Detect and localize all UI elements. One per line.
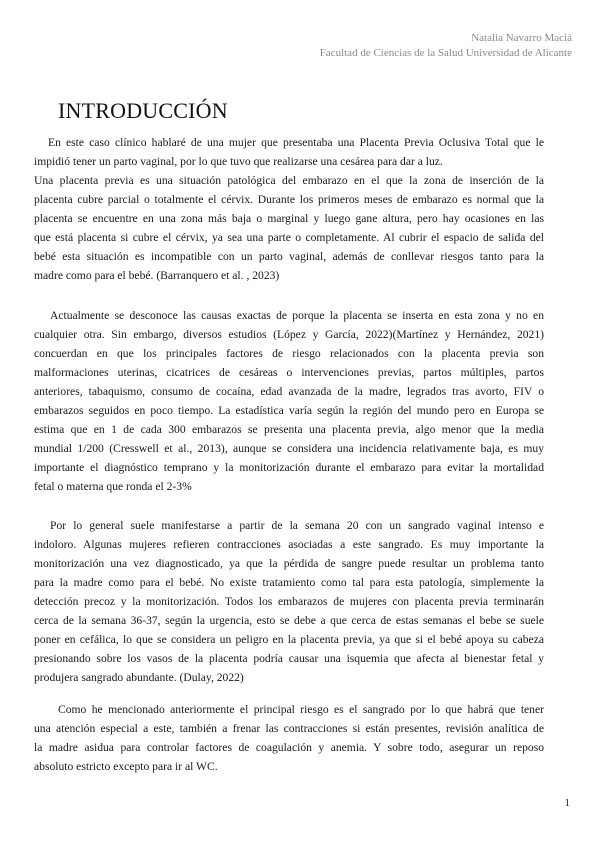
text-line: importante el diagnóstico temprano y la monitorización durante el embarazo para evitar la mortalidad [34,461,544,474]
text-line: estima que en 1 de cada 300 embarazos se presenta una placenta previa, algo menor que la media [34,423,544,436]
text-line: anteriores, tabaquismo, consumo de cocaína, edad avanzada de la madre, legrados tras avorto, FIV o [34,385,544,398]
text-line: Por lo general suele manifestarse a partir de la semana 20 con un sangrado vaginal intenso e [50,519,544,532]
text-line: malformaciones uterinas, cicatrices de cesáreas o intervenciones previas, partos múltiples, partos [34,366,544,379]
page-header [320,31,572,61]
paragraph-causes [34,306,544,496]
text-line: bebé esta situación es incompatible con un parto vaginal, además de conllevar riesgos tanto para la [34,250,544,263]
paragraph-care [34,700,544,776]
text-line: madre como para el bebé. (Barranquero et al. , 2023) [34,269,280,282]
page-number: 1 [564,797,570,809]
text-line: fetal o materna que ronda el 2-3% [34,480,192,493]
paragraph-symptoms [34,516,544,687]
text-line: placenta cubre parcial o totalmente el cérvix. Durante los primeros meses de embarazo es normal que la [34,193,544,206]
header-author: Natalia Navarro Maciá [471,32,572,44]
text-line: Una placenta previa es una situación patológica del embarazo en el que la zona de inserción de la [34,174,544,187]
text-line: cualquier otra. Sin embargo, diversos estudios (López y García, 2022)(Martínez y Hernández, 2021) [34,328,544,341]
header-affiliation: Facultad de Ciencias de la Salud Universidad de Alicante [319,47,572,59]
text-line: En este caso clínico hablaré de una mujer que presentaba una Placenta Previa Oclusiva Total que le [48,136,544,149]
text-line: concuerdan en que los principales factores de riesgo relacionados con la placenta previa son [34,347,544,360]
text-line: presionando sobre los vasos de la placenta podría causar una isquemia que afecta al bienestar fetal y [34,652,544,665]
text-line: poner en cefálica, lo que se considera un peligro en la placenta previa, ya que si el bebé apoya su cabeza [34,633,544,646]
text-line: produjera sangrado abundante. (Dulay, 2022) [34,671,244,684]
text-line: para la madre como para el bebé. No existe tratamiento como tal para esta patología, simplemente la [34,576,544,589]
text-line: impidió tener un parto vaginal, por lo que tuvo que realizarse una cesárea para dar a luz. [34,155,443,168]
paragraph-intro [34,133,544,285]
text-line: una atención especial a este, también a frenar las contracciones si están presentes, revisión analítica de [34,722,544,735]
text-line: Actualmente se desconoce las causas exactas de porque la placenta se inserta en esta zona y no en [50,309,544,322]
text-line: placenta se encuentre en una zona más baja o marginal y luego gane altura, pero hay ocasiones en las [34,212,544,225]
text-line: monitorización una vez diagnosticado, ya que la pérdida de sangre puede resultar un problema tanto [34,557,544,570]
text-line: la madre asidua para controlar factores de coagulación y anemia. Y sobre todo, asegurar un reposo [34,741,544,754]
text-line: embarazos seguidos en poco tiempo. La estadística varía según la región del mundo pero en Europa se [34,404,544,417]
text-line: cerca de la semana 36-37, según la urgencia, esto se debe a que cerca de estas semanas el bebe se suele [34,614,544,627]
text-line: indoloro. Algunas mujeres refieren contracciones asociadas a este sangrado. Es muy importante la [34,538,544,551]
text-line: que está placenta si cubre el cérvix, ya sea una parte o completamente. Al cubrir el espacio de salida del [34,231,544,244]
section-title: INTRODUCCIÓN [58,98,228,123]
text-line: absoluto estricto excepto para ir al WC. [34,760,218,773]
text-line: detección precoz y la monitorización. Todos los embarazos de mujeres con placenta previa terminarán [34,595,544,608]
text-line: mundial 1/200 (Cresswell et al., 2013), aunque se considera una incidencia relativamente baja, es muy [34,442,544,455]
text-line: Como he mencionado anteriormente el principal riesgo es el sangrado por lo que habrá que tener [58,703,544,716]
